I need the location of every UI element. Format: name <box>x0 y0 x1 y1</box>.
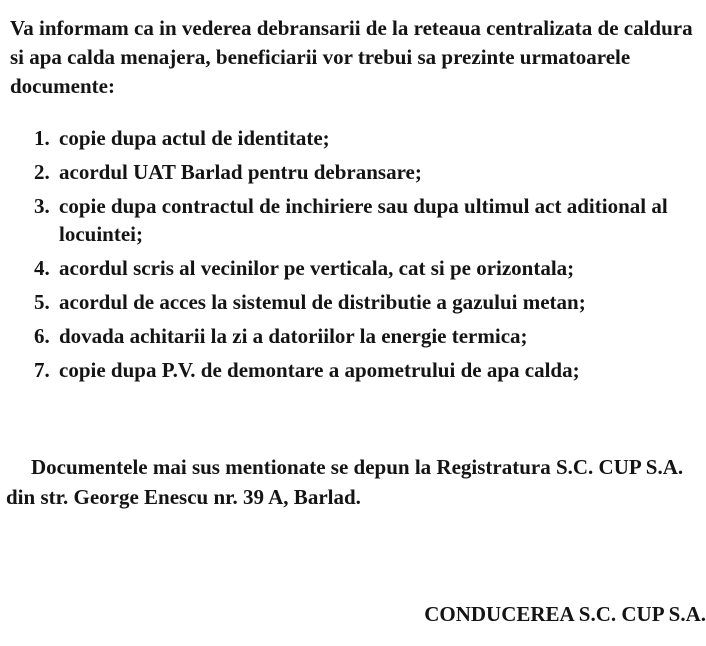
list-item-number: 1. <box>34 126 50 150</box>
list-item-text: acordul scris al vecinilor pe verticala, cat si pe orizontala; <box>59 256 575 280</box>
intro-paragraph: Va informam ca in vederea debransarii de la reteaua centralizata de caldura si apa calda menajera, beneficiarii vor trebui sa prezinte urmatoarele documente: <box>10 16 693 98</box>
list-item <box>34 254 702 282</box>
list-item-text: copie dupa contractul de inchiriere sau dupa ultimul act aditional al locuintei; <box>59 194 668 246</box>
list-item <box>34 288 702 316</box>
signature: CONDUCEREA S.C. CUP S.A. <box>424 602 706 626</box>
list-item <box>34 322 702 350</box>
list-item <box>34 124 702 152</box>
list-item <box>34 192 702 248</box>
list-item-number: 4. <box>34 256 50 280</box>
list-item-text: copie dupa P.V. de demontare a apometrului de apa calda; <box>59 358 580 382</box>
list-item <box>34 158 702 186</box>
list-item <box>34 356 702 384</box>
list-item-number: 3. <box>34 194 50 218</box>
list-item-text: copie dupa actul de identitate; <box>59 126 330 150</box>
list-item-text: acordul de acces la sistemul de distributie a gazului metan; <box>59 290 586 314</box>
required-documents-list <box>34 124 702 384</box>
submission-note: Documentele mai sus mentionate se depun la Registratura S.C. CUP S.A. din str. George Enescu nr. 39 A, Barlad. <box>6 455 684 509</box>
list-item-number: 2. <box>34 160 50 184</box>
list-item-text: dovada achitarii la zi a datoriilor la energie termica; <box>59 324 528 348</box>
list-item-number: 5. <box>34 290 50 314</box>
list-item-number: 6. <box>34 324 50 348</box>
list-item-number: 7. <box>34 358 50 382</box>
list-item-text: acordul UAT Barlad pentru debransare; <box>59 160 422 184</box>
